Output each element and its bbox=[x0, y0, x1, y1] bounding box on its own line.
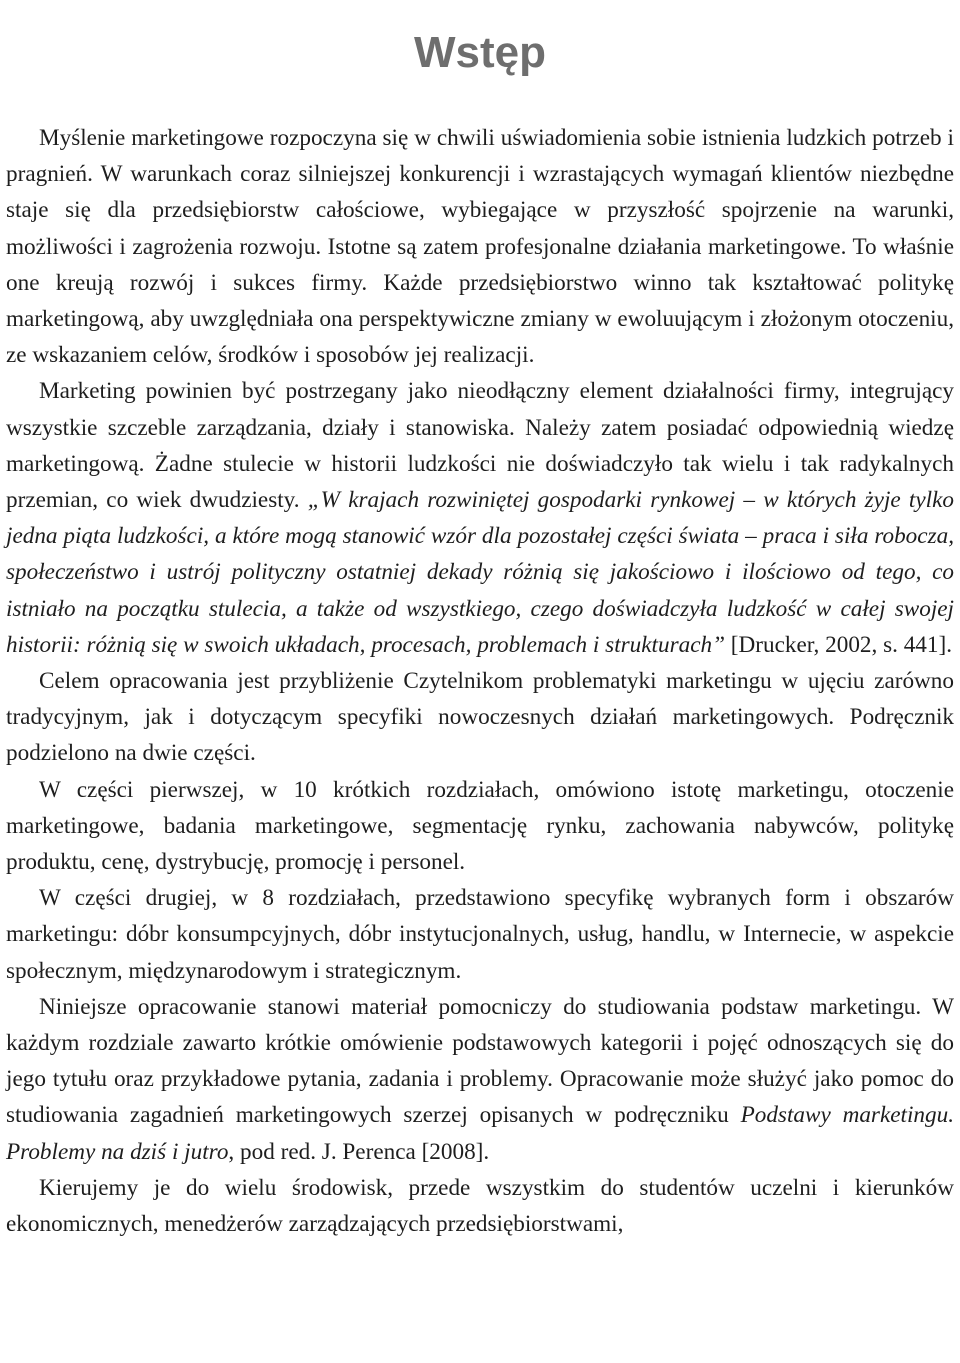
book-title: Podstawy marketingu. Problemy na dziś i jutro bbox=[6, 1102, 954, 1165]
paragraph-6-citation: , pod red. J. Perenca [2008]. bbox=[228, 1138, 490, 1165]
page-title: Wstęp bbox=[414, 28, 546, 78]
paragraph-3 bbox=[6, 663, 954, 772]
paragraph-1 bbox=[6, 120, 954, 373]
paragraph-7 bbox=[6, 1170, 954, 1242]
paragraph-4 bbox=[6, 772, 954, 881]
body-text bbox=[6, 120, 954, 1242]
paragraph-5 bbox=[6, 880, 954, 989]
paragraph-3-text: Celem opracowania jest przybliżenie Czytelnikom problematyki marketingu w ujęciu zarówno tradycyjnym, jak i dotyczącym specyfiki nowoczesnych działań marketingowych. Podręcznik podzielono na dwie części. bbox=[6, 668, 954, 767]
drucker-quote: „W krajach rozwiniętej gospodarki rynkowej – w których żyje tylko jedna piąta ludzkości, a które mogą stanowić wzór dla pozostałej części świata – praca i siła robocza, społeczeństwo i ustrój polityczny ostatniej dekady różnią się jakościowo i ilościowo od tego, co istniało na początku stulecia, a także od wszystkiego, czego doświadczyła ludzkość w całej swojej historii: różnią się w swoich układach, procesach, problemach i strukturach” bbox=[6, 487, 954, 658]
paragraph-2 bbox=[6, 373, 954, 663]
paragraph-6 bbox=[6, 989, 954, 1170]
paragraph-6-text: Niniejsze opracowanie stanowi materiał pomocniczy do studiowania podstaw marketingu. W każdym rozdziale zawarto krótkie omówienie podstawowych kategorii i pojęć odnoszących się do jego tytułu oraz przykładowe pytania, zadania i problemy. Opracowanie może służyć jako pomoc do studiowania zagadnień marketingowych szerzej opisanych w podręczniku bbox=[6, 993, 954, 1129]
paragraph-7-text: Kierujemy je do wielu środowisk, przede wszystkim do studentów uczelni i kierunków ekonomicznych, menedżerów zarządzających przedsiębiorstwami, bbox=[6, 1174, 954, 1238]
paragraph-5-text: W części drugiej, w 8 rozdziałach, przedstawiono specyfikę wybranych form i obszarów marketingu: dóbr konsumpcyjnych, dóbr instytucjonalnych, usług, handlu, w Internecie, w aspekcie społecznym, międzynarodowym i strategicznym. bbox=[6, 885, 954, 984]
paragraph-1-text: Myślenie marketingowe rozpoczyna się w chwili uświadomienia sobie istnienia ludzkich potrzeb i pragnień. W warunkach coraz silniejszej konkurencji i wzrastających wymagań klientów niezbędne staje się dla przedsiębiorstw całościowe, wybiegające w przyszłość spojrzenie na warunki, możliwości i zagrożenia rozwoju. Istotne są zatem profesjonalne działania marketingowe. To właśnie one kreują rozwój i sukces firmy. Każde przedsiębiorstwo winno tak kształtować politykę marketingową, aby uwzględniała ona perspektywiczne zmiany w ewoluującym i złożonym otoczeniu, ze wskazaniem celów, środków i sposobów jej realizacji. bbox=[6, 125, 954, 369]
paragraph-2-text: Marketing powinien być postrzegany jako nieodłączny element działalności firmy, integrujący wszystkie szczeble zarządzania, działy i stanowiska. Należy zatem posiadać odpowiednią wiedzę marketingową. Żadne stulecie w historii ludzkości nie doświadczyło tak wielu i tak radykalnych przemian, co wiek dwudziesty. bbox=[6, 378, 954, 514]
drucker-citation: [Drucker, 2002, s. 441]. bbox=[724, 631, 953, 658]
paragraph-4-text: W części pierwszej, w 10 krótkich rozdziałach, omówiono istotę marketingu, otoczenie marketingowe, badania marketingowe, segmentację rynku, zachowania nabywców, politykę produktu, cenę, dystrybucję, promocję i personel. bbox=[6, 776, 954, 876]
